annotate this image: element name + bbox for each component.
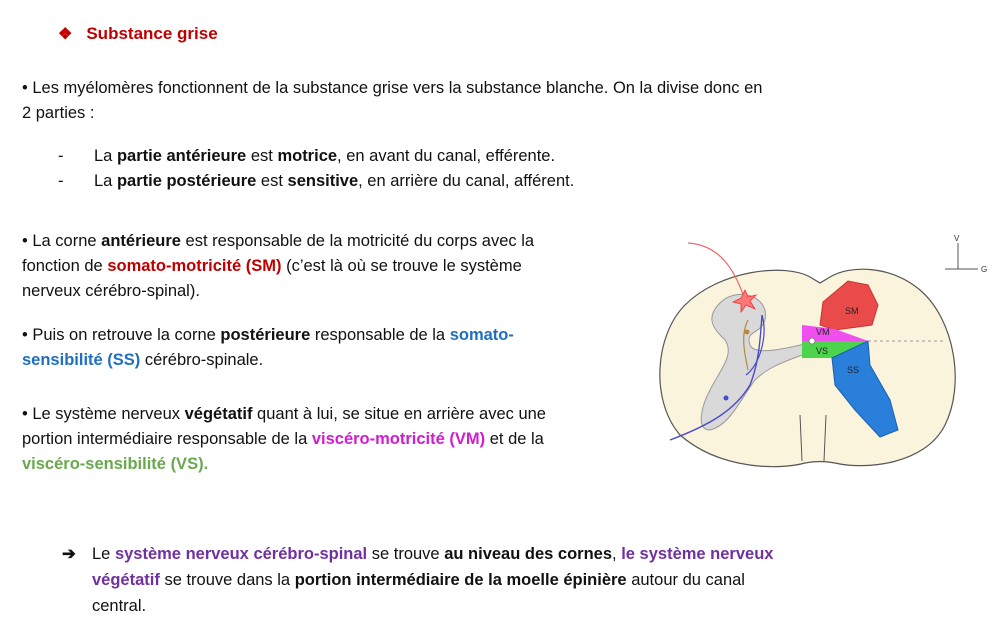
corne-anterieure-paragraph: • La corne antérieure est responsable de la motricité du corps avec la fonction de somato-motricité (SM) (c’est là où se trouve le système nerveux cérébro-spinal). <box>22 232 535 300</box>
vegetatif-paragraph: • Le système nerveux végétatif quant à lui, se situe en arrière avec une portion intermédiaire responsable de la viscéro-motricité (VM) et de la viscéro-sensibilité (VS). <box>22 405 546 473</box>
spinal-cord-diagram <box>640 225 1000 480</box>
conclusion-block: ➔ Le système nerveux cérébro-spinal se trouve au niveau des cornes, le système nerveux végétatif se trouve dans la portion intermédiaire de la moelle épinière autour du canal central. <box>62 541 862 619</box>
section-title-text: Substance grise <box>86 24 218 43</box>
parts-list <box>58 144 574 194</box>
section-title <box>58 24 218 44</box>
vs-label: VS <box>816 346 829 356</box>
white-matter-outline <box>660 269 955 466</box>
corne-posterieure-paragraph: • Puis on retrouve la corne postérieure responsable de la somato- sensibilité (SS) cérébro-spinale. <box>22 326 514 369</box>
intro-paragraph <box>22 76 902 126</box>
list-item: - La partie postérieure est sensitive, en arrière du canal, afférent. <box>58 172 575 190</box>
intro-line-1: • Les myélomères fonctionnent de la substance grise vers la substance blanche. On la divise donc en <box>22 79 763 97</box>
diamond-bullet-icon: ❖ <box>58 26 73 43</box>
central-canal <box>809 338 815 344</box>
intro-line-2: 2 parties : <box>22 104 95 122</box>
axis-g-label: G <box>981 265 988 274</box>
interneuron-dot <box>745 330 750 335</box>
right-arrow-icon: ➔ <box>62 545 76 563</box>
axis-v-label: V <box>954 234 960 243</box>
ss-label: SS <box>847 365 860 375</box>
vm-label: VM <box>816 327 830 337</box>
sm-label: SM <box>845 306 859 316</box>
sensory-dot <box>724 396 729 401</box>
list-item: - La partie antérieure est motrice, en avant du canal, efférente. <box>58 147 556 165</box>
